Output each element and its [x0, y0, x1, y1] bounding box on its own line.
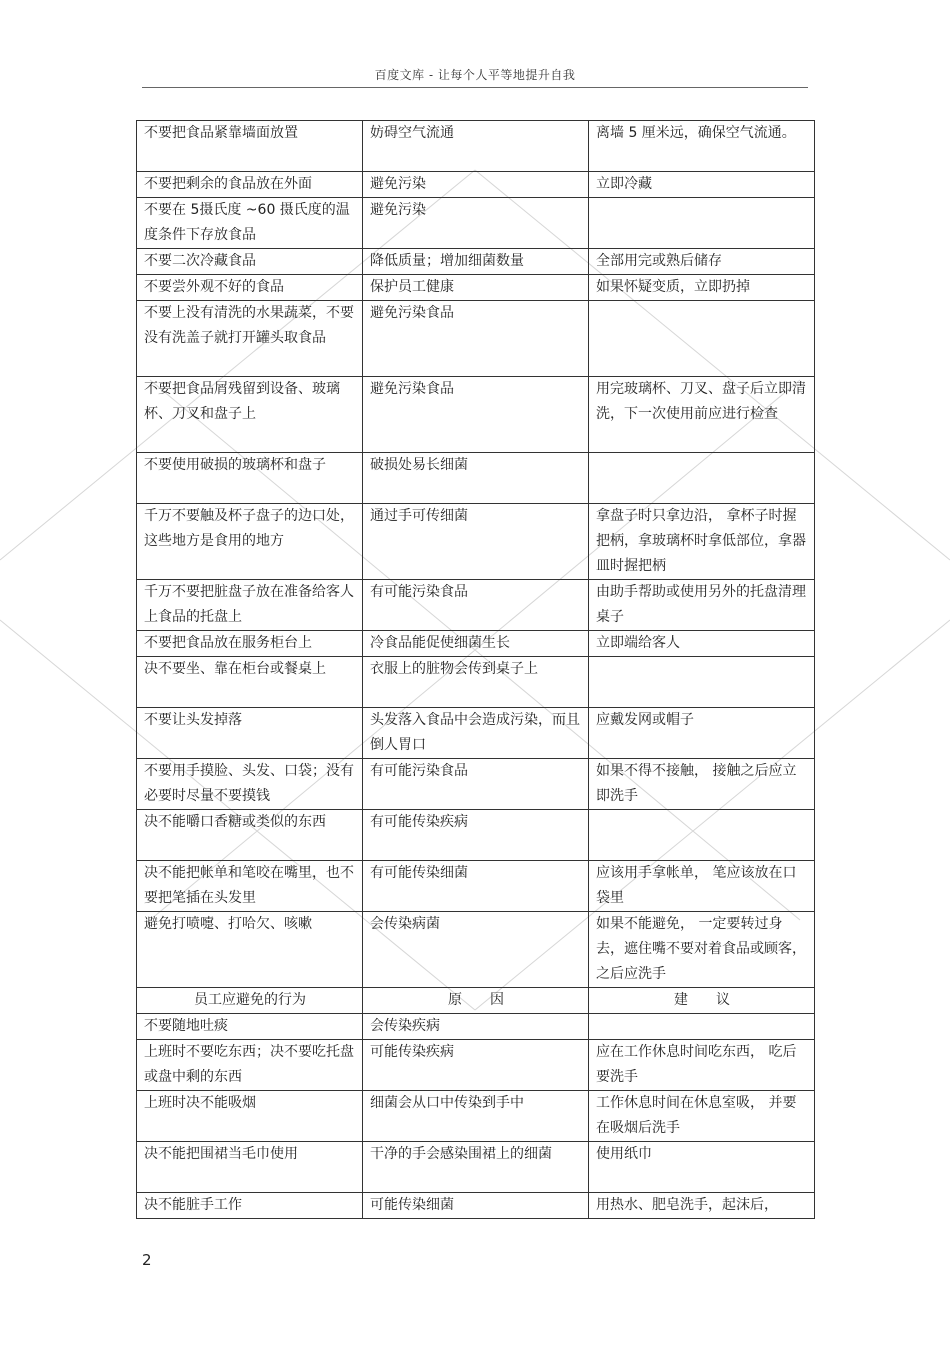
advice-cell: 离墙 5 厘米远，确保空气流通。 — [589, 121, 815, 172]
behavior-cell: 千万不要把脏盘子放在准备给客人上食品的托盘上 — [137, 580, 363, 631]
reason-cell: 头发落入食品中会造成污染，而且倒人胃口 — [363, 708, 589, 759]
behavior-cell: 决不能把帐单和笔咬在嘴里，也不要把笔插在头发里 — [137, 861, 363, 912]
behavior-cell: 不要二次冷藏食品 — [137, 249, 363, 275]
reason-cell: 有可能污染食品 — [363, 759, 589, 810]
advice-cell: 应在工作休息时间吃东西， 吃后要洗手 — [589, 1040, 815, 1091]
behavior-cell: 不要把食品放在服务柜台上 — [137, 631, 363, 657]
behavior-cell: 不要使用破损的玻璃杯和盘子 — [137, 453, 363, 504]
column-header-advice: 建 议 — [589, 988, 815, 1014]
advice-cell — [589, 657, 815, 708]
reason-cell: 可能传染疾病 — [363, 1040, 589, 1091]
table-row — [137, 453, 815, 504]
table-row — [137, 580, 815, 631]
reason-cell: 避免污染 — [363, 172, 589, 198]
header-divider — [142, 87, 808, 88]
advice-cell — [589, 1014, 815, 1040]
advice-cell: 用热水、肥皂洗手，起沫后， — [589, 1193, 815, 1219]
table-row — [137, 1040, 815, 1091]
table-row — [137, 1091, 815, 1142]
advice-cell: 应该用手拿帐单， 笔应该放在口袋里 — [589, 861, 815, 912]
behavior-cell: 不要尝外观不好的食品 — [137, 275, 363, 301]
table-row — [137, 301, 815, 377]
column-header-reason: 原 因 — [363, 988, 589, 1014]
reason-cell: 保护员工健康 — [363, 275, 589, 301]
table-row — [137, 1142, 815, 1193]
behavior-cell: 避免打喷嚏、打哈欠、咳嗽 — [137, 912, 363, 988]
advice-cell: 如果不得不接触， 接触之后应立即洗手 — [589, 759, 815, 810]
table-row — [137, 198, 815, 249]
behavior-cell: 不要把食品紧靠墙面放置 — [137, 121, 363, 172]
reason-cell: 会传染病菌 — [363, 912, 589, 988]
behavior-cell: 决不能嚼口香糖或类似的东西 — [137, 810, 363, 861]
table-row — [137, 631, 815, 657]
reason-cell: 避免污染食品 — [363, 377, 589, 453]
advice-cell — [589, 453, 815, 504]
advice-cell: 立即冷藏 — [589, 172, 815, 198]
table-row — [137, 172, 815, 198]
reason-cell: 干净的手会感染围裙上的细菌 — [363, 1142, 589, 1193]
table-row — [137, 759, 815, 810]
advice-cell: 由助手帮助或使用另外的托盘清理桌子 — [589, 580, 815, 631]
reason-cell: 避免污染 — [363, 198, 589, 249]
behavior-cell: 上班时决不能吸烟 — [137, 1091, 363, 1142]
advice-cell: 应戴发网或帽子 — [589, 708, 815, 759]
behavior-table — [136, 120, 815, 1219]
table-row — [137, 657, 815, 708]
reason-cell: 降低质量；增加细菌数量 — [363, 249, 589, 275]
advice-cell — [589, 198, 815, 249]
behavior-cell: 不要把剩余的食品放在外面 — [137, 172, 363, 198]
behavior-cell: 不要在 5摄氏度 ~60 摄氏度的温度条件下存放食品 — [137, 198, 363, 249]
table-row — [137, 810, 815, 861]
reason-cell: 妨碍空气流通 — [363, 121, 589, 172]
behavior-cell: 不要上没有清洗的水果蔬菜，不要没有洗盖子就打开罐头取食品 — [137, 301, 363, 377]
advice-cell: 拿盘子时只拿边沿， 拿杯子时握把柄，拿玻璃杯时拿低部位，拿器皿时握把柄 — [589, 504, 815, 580]
advice-cell: 用完玻璃杯、刀叉、盘子后立即清洗，下一次使用前应进行检查 — [589, 377, 815, 453]
reason-cell: 有可能传染细菌 — [363, 861, 589, 912]
table-row — [137, 249, 815, 275]
reason-cell: 细菌会从口中传染到手中 — [363, 1091, 589, 1142]
behavior-cell: 不要把食品屑残留到设备、玻璃杯、刀叉和盘子上 — [137, 377, 363, 453]
reason-cell: 衣服上的脏物会传到桌子上 — [363, 657, 589, 708]
behavior-cell: 决不能把围裙当毛巾使用 — [137, 1142, 363, 1193]
table-row — [137, 377, 815, 453]
advice-cell: 使用纸巾 — [589, 1142, 815, 1193]
table-row — [137, 1014, 815, 1040]
column-header-behavior: 员工应避免的行为 — [137, 988, 363, 1014]
behavior-cell: 上班时不要吃东西；决不要吃托盘或盘中剩的东西 — [137, 1040, 363, 1091]
advice-cell: 如果怀疑变质，立即扔掉 — [589, 275, 815, 301]
table-row — [137, 1193, 815, 1219]
table-row — [137, 504, 815, 580]
reason-cell: 会传染疾病 — [363, 1014, 589, 1040]
table-header-row — [137, 988, 815, 1014]
table-row — [137, 275, 815, 301]
advice-cell — [589, 301, 815, 377]
advice-cell: 全部用完或熟后储存 — [589, 249, 815, 275]
advice-cell — [589, 810, 815, 861]
table-row — [137, 861, 815, 912]
advice-cell: 立即端给客人 — [589, 631, 815, 657]
behavior-cell: 决不能脏手工作 — [137, 1193, 363, 1219]
reason-cell: 通过手可传细菌 — [363, 504, 589, 580]
page-number: 2 — [142, 1251, 152, 1269]
advice-cell: 如果不能避免， 一定要转过身去，遮住嘴不要对着食品或顾客，之后应洗手 — [589, 912, 815, 988]
reason-cell: 有可能污染食品 — [363, 580, 589, 631]
reason-cell: 破损处易长细菌 — [363, 453, 589, 504]
table-row — [137, 121, 815, 172]
table-row — [137, 708, 815, 759]
table-row — [137, 912, 815, 988]
behavior-cell: 不要随地吐痰 — [137, 1014, 363, 1040]
behavior-cell: 不要用手摸脸、头发、口袋；没有必要时尽量不要摸钱 — [137, 759, 363, 810]
reason-cell: 避免污染食品 — [363, 301, 589, 377]
behavior-cell: 不要让头发掉落 — [137, 708, 363, 759]
reason-cell: 可能传染细菌 — [363, 1193, 589, 1219]
behavior-cell: 千万不要触及杯子盘子的边口处，这些地方是食用的地方 — [137, 504, 363, 580]
reason-cell: 冷食品能促使细菌生长 — [363, 631, 589, 657]
behavior-cell: 决不要坐、靠在柜台或餐桌上 — [137, 657, 363, 708]
reason-cell: 有可能传染疾病 — [363, 810, 589, 861]
page-header: 百度文库 - 让每个人平等地提升自我 — [374, 68, 576, 82]
advice-cell: 工作休息时间在休息室吸， 并要在吸烟后洗手 — [589, 1091, 815, 1142]
